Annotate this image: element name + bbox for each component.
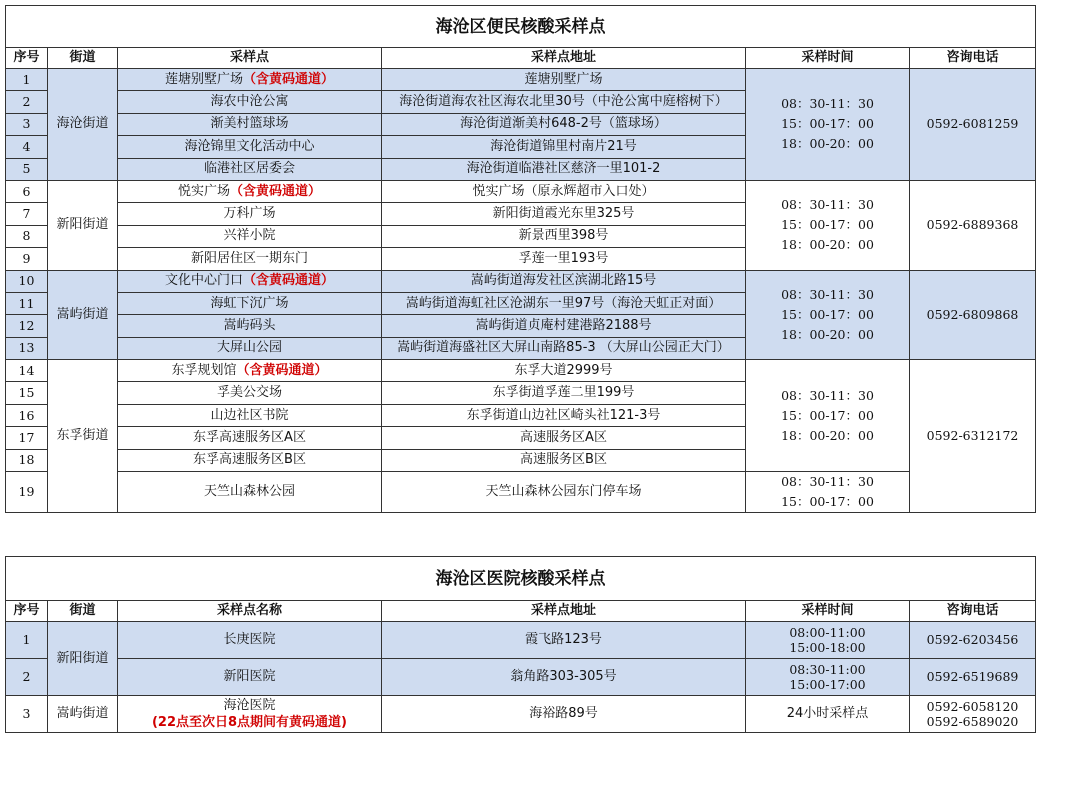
site-address: 东孚街道山边社区崎头社121-3号 — [382, 404, 746, 426]
header-time: 采样时间 — [746, 601, 910, 622]
header-no: 序号 — [6, 48, 48, 69]
site-name: 海虹下沉广场 — [118, 292, 382, 314]
site-name: 东孚规划馆（含黄码通道） — [118, 360, 382, 382]
site-address: 孚莲一里193号 — [382, 248, 746, 270]
street-cell: 东孚街道 — [48, 360, 118, 513]
street-cell: 嵩屿街道 — [48, 696, 118, 733]
yellow-code-tag: （含黄码通道） — [236, 362, 328, 378]
site-name: 山边社区书院 — [118, 404, 382, 426]
header-address: 采样点地址 — [382, 48, 746, 69]
site-address: 霞飞路123号 — [382, 622, 746, 659]
site-name: 孚美公交场 — [118, 382, 382, 404]
site-address: 新阳街道霞光东里325号 — [382, 203, 746, 225]
row-number: 15 — [6, 382, 48, 404]
yellow-code-tag: （含黄码通道） — [243, 71, 335, 87]
site-name: 海沧锦里文化活动中心 — [118, 136, 382, 158]
site-name: 天竺山森林公园 — [118, 472, 382, 513]
site-address: 高速服务区B区 — [382, 449, 746, 471]
site-address: 海沧街道锦里村南片21号 — [382, 136, 746, 158]
site-name: 东孚高速服务区B区 — [118, 449, 382, 471]
site-address: 嵩屿街道贞庵村建港路2188号 — [382, 315, 746, 337]
row-number: 19 — [6, 472, 48, 513]
site-name: 东孚高速服务区A区 — [118, 427, 382, 449]
site-address: 嵩屿街道海盛社区大屏山南路85-3 （大屏山公园正大门） — [382, 337, 746, 359]
sampling-time: 08：30-11：30 15：00-17：00 18：00-20：00 — [746, 180, 910, 270]
site-address: 高速服务区A区 — [382, 427, 746, 449]
yellow-code-note: (22点至次日8点期间有黄码通道) — [151, 715, 348, 730]
sampling-time: 08:30-11:00 15:00-17:00 — [746, 659, 910, 696]
row-number: 1 — [6, 622, 48, 659]
site-address: 天竺山森林公园东门停车场 — [382, 472, 746, 513]
table-row — [6, 360, 1036, 382]
site-address: 嵩屿街道海虹社区沧湖东一里97号（海沧天虹正对面） — [382, 292, 746, 314]
site-address: 海裕路89号 — [382, 696, 746, 733]
site-name: 万科广场 — [118, 203, 382, 225]
row-number: 2 — [6, 91, 48, 113]
community-sampling-table — [5, 5, 1036, 513]
header-site: 采样点名称 — [118, 601, 382, 622]
row-number: 4 — [6, 136, 48, 158]
hospital-sampling-table — [5, 556, 1036, 733]
table-title: 海沧区便民核酸采样点 — [6, 6, 1036, 48]
site-name: 文化中心门口（含黄码通道） — [118, 270, 382, 292]
header-street: 街道 — [48, 601, 118, 622]
site-address: 海沧街道渐美村648-2号（篮球场） — [382, 113, 746, 135]
header-time: 采样时间 — [746, 48, 910, 69]
site-name: 海农中沧公寓 — [118, 91, 382, 113]
header-phone: 咨询电话 — [910, 601, 1036, 622]
table-row — [6, 472, 1036, 513]
site-name: 新阳医院 — [118, 659, 382, 696]
street-cell: 新阳街道 — [48, 622, 118, 696]
yellow-code-tag: （含黄码通道） — [230, 183, 322, 199]
site-name: 海沧医院 (22点至次日8点期间有黄码通道) — [118, 696, 382, 733]
row-number: 6 — [6, 180, 48, 202]
row-number: 5 — [6, 158, 48, 180]
street-cell: 嵩屿街道 — [48, 270, 118, 360]
street-cell: 海沧街道 — [48, 69, 118, 181]
site-name: 莲塘别墅广场（含黄码通道） — [118, 69, 382, 91]
site-name: 新阳居住区一期东门 — [118, 248, 382, 270]
sampling-time: 24小时采样点 — [746, 696, 910, 733]
site-name: 临港社区居委会 — [118, 158, 382, 180]
site-address: 莲塘别墅广场 — [382, 69, 746, 91]
row-number: 1 — [6, 69, 48, 91]
row-number: 12 — [6, 315, 48, 337]
row-number: 18 — [6, 449, 48, 471]
yellow-code-tag: （含黄码通道） — [243, 273, 335, 289]
site-name: 渐美村篮球场 — [118, 113, 382, 135]
site-name: 兴祥小院 — [118, 225, 382, 247]
row-number: 11 — [6, 292, 48, 314]
phone-number: 0592-6519689 — [910, 659, 1036, 696]
site-address: 东孚大道2999号 — [382, 360, 746, 382]
row-number: 16 — [6, 404, 48, 426]
phone-number: 0592-6203456 — [910, 622, 1036, 659]
site-address: 新景西里398号 — [382, 225, 746, 247]
phone-number: 0592-6312172 — [910, 360, 1036, 513]
site-name: 嵩屿码头 — [118, 315, 382, 337]
sampling-time: 08:00-11:00 15:00-18:00 — [746, 622, 910, 659]
row-number: 14 — [6, 360, 48, 382]
table-row — [6, 69, 1036, 91]
table-row — [6, 622, 1036, 659]
site-name: 悦实广场（含黄码通道） — [118, 180, 382, 202]
header-site: 采样点 — [118, 48, 382, 69]
row-number: 9 — [6, 248, 48, 270]
site-name: 大屏山公园 — [118, 337, 382, 359]
site-address: 嵩屿街道海发社区滨湖北路15号 — [382, 270, 746, 292]
row-number: 8 — [6, 225, 48, 247]
sampling-time: 08：30-11：30 15：00-17：00 18：00-20：00 — [746, 270, 910, 360]
row-number: 13 — [6, 337, 48, 359]
site-address: 悦实广场（原永辉超市入口处） — [382, 180, 746, 202]
site-address: 海沧街道临港社区慈济一里101-2 — [382, 158, 746, 180]
sampling-time: 08：30-11：30 15：00-17：00 18：00-20：00 — [746, 360, 910, 472]
sampling-time: 08：30-11：30 15：00-17：00 — [746, 472, 910, 513]
header-street: 街道 — [48, 48, 118, 69]
header-no: 序号 — [6, 601, 48, 622]
site-name: 长庚医院 — [118, 622, 382, 659]
street-cell: 新阳街道 — [48, 180, 118, 270]
row-number: 3 — [6, 113, 48, 135]
row-number: 2 — [6, 659, 48, 696]
header-phone: 咨询电话 — [910, 48, 1036, 69]
table-row — [6, 659, 1036, 696]
table-row — [6, 270, 1036, 292]
site-address: 翁角路303-305号 — [382, 659, 746, 696]
sampling-time: 08：30-11：30 15：00-17：00 18：00-20：00 — [746, 69, 910, 181]
row-number: 3 — [6, 696, 48, 733]
phone-number: 0592-6889368 — [910, 180, 1036, 270]
row-number: 7 — [6, 203, 48, 225]
header-address: 采样点地址 — [382, 601, 746, 622]
phone-number: 0592-6058120 0592-6589020 — [910, 696, 1036, 733]
table-row — [6, 180, 1036, 202]
phone-number: 0592-6081259 — [910, 69, 1036, 181]
row-number: 17 — [6, 427, 48, 449]
site-address: 东孚街道孚莲二里199号 — [382, 382, 746, 404]
site-address: 海沧街道海农社区海农北里30号（中沧公寓中庭榕树下） — [382, 91, 746, 113]
table-title: 海沧区医院核酸采样点 — [6, 557, 1036, 601]
row-number: 10 — [6, 270, 48, 292]
table-row — [6, 696, 1036, 733]
phone-number: 0592-6809868 — [910, 270, 1036, 360]
